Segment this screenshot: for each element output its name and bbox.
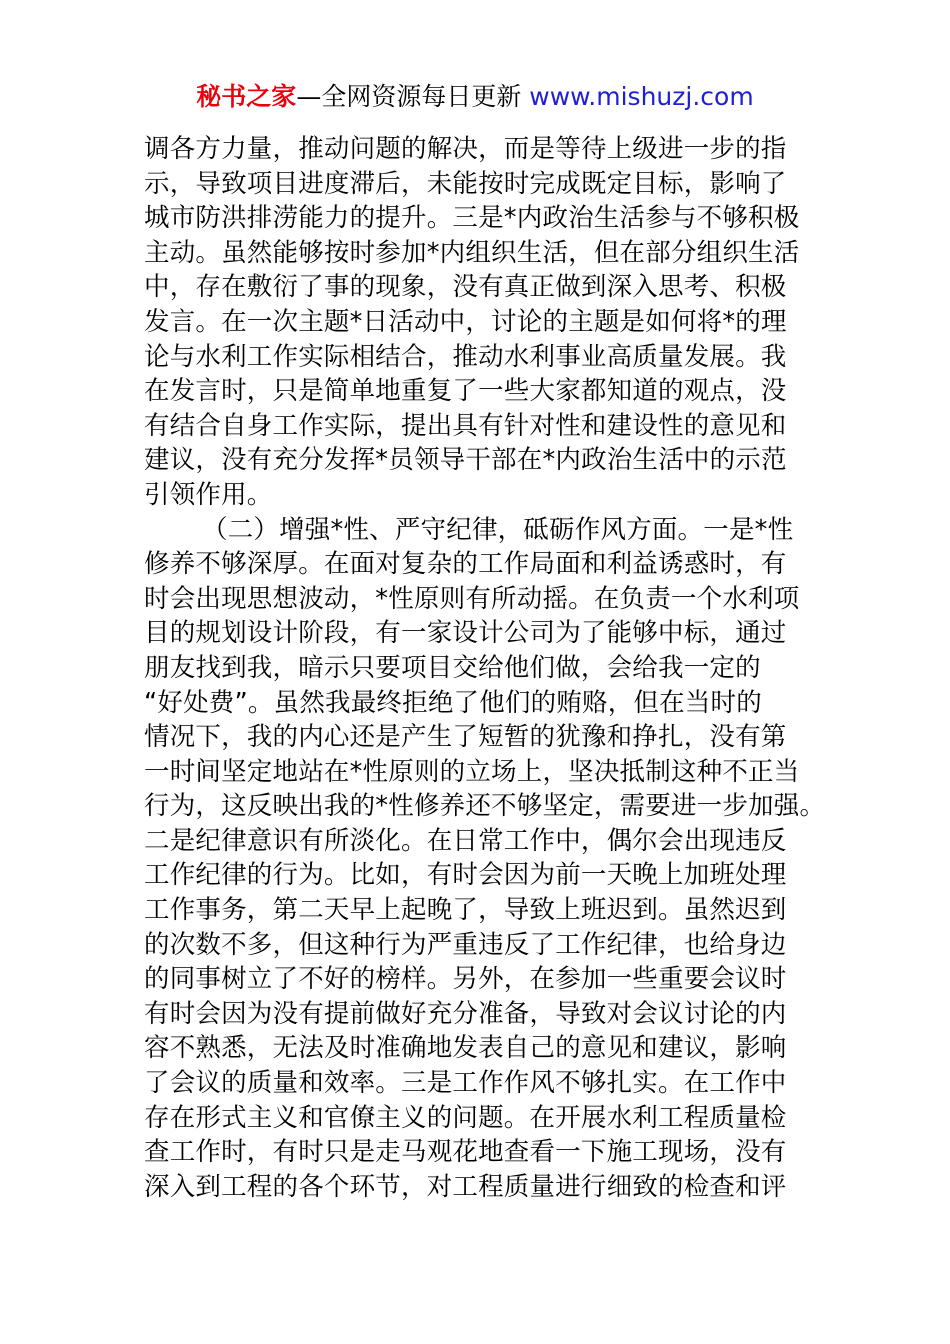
text-line: 容不熟悉，无法及时准确地发表自己的意见和建议，影响 [144, 1033, 787, 1064]
text-line: 时会出现思想波动，*性原则有所动摇。在负责一个水利项 [144, 583, 800, 614]
text-line: 有结合自身工作实际，提出具有针对性和建设性的意见和 [144, 410, 787, 441]
text-line: 一时间坚定地站在*性原则的立场上，坚决抵制这种不正当 [144, 756, 800, 787]
text-line: 发言。在一次主题*日活动中，讨论的主题是如何将*的理 [144, 306, 787, 337]
paragraph [144, 513, 826, 1205]
text-line: 查工作时，有时只是走马观花地查看一下施工现场，没有 [144, 1137, 787, 1168]
text-line: 主动。虽然能够按时参加*内组织生活，但在部分组织生活 [144, 237, 800, 268]
text-line: 有时会因为没有提前做好充分准备，导致对会议讨论的内 [144, 998, 787, 1029]
text-line: 建议，没有充分发挥*员领导干部在*内政治生活中的示范 [144, 445, 787, 476]
text-line: 示，导致项目进度滞后，未能按时完成既定目标，影响了 [144, 168, 787, 199]
site-brand: 秘书之家 [196, 82, 297, 111]
text-line: 的次数不多，但这种行为严重违反了工作纪律，也给身边 [144, 929, 787, 960]
text-line: 行为，这反映出我的*性修养还不够坚定，需要进一步加强。 [144, 791, 826, 822]
site-tagline: —全网资源每日更新 [296, 82, 530, 111]
text-line: 工作纪律的行为。比如，有时会因为前一天晚上加班处理 [144, 860, 787, 891]
text-line: “好处费”。虽然我最终拒绝了他们的贿赂，但在当时的 [144, 687, 762, 718]
document-body [144, 132, 826, 1204]
text-line: 调各方力量，推动问题的解决，而是等待上级进一步的指 [144, 134, 787, 164]
text-line: 了会议的质量和效率。三是工作作风不够扎实。在工作中 [144, 1068, 787, 1099]
text-line: 存在形式主义和官僚主义的问题。在开展水利工程质量检 [144, 1102, 787, 1133]
text-line: 在发言时，只是简单地重复了一些大家都知道的观点，没 [144, 376, 787, 407]
text-line: 二是纪律意识有所淡化。在日常工作中，偶尔会出现违反 [144, 825, 787, 856]
site-header [0, 80, 950, 114]
text-line: （二）增强*性、严守纪律，砥砺作风方面。一是*性 [202, 514, 794, 545]
text-line: 工作事务，第二天早上起晚了，导致上班迟到。虽然迟到 [144, 895, 787, 926]
text-line: 朋友找到我，暗示只要项目交给他们做，会给我一定的 [144, 652, 761, 683]
paragraph [144, 132, 808, 513]
text-line: 情况下，我的内心还是产生了短暂的犹豫和挣扎，没有第 [144, 722, 787, 753]
text-line: 的同事树立了不好的榜样。另外，在参加一些重要会议时 [144, 964, 787, 995]
text-line: 中，存在敷衍了事的现象，没有真正做到深入思考、积极 [144, 272, 787, 303]
text-line: 目的规划设计阶段，有一家设计公司为了能够中标，通过 [144, 618, 787, 649]
text-line: 引领作用。 [144, 479, 273, 510]
text-line: 深入到工程的各个环节，对工程质量进行细致的检查和评 [144, 1171, 787, 1202]
text-line: 城市防洪排涝能力的提升。三是*内政治生活参与不够积极 [144, 203, 800, 234]
text-line: 论与水利工作实际相结合，推动水利事业高质量发展。我 [144, 341, 787, 372]
text-line: 修养不够深厚。在面对复杂的工作局面和利益诱惑时，有 [144, 549, 787, 580]
site-url-link[interactable]: www.mishuzj.com [529, 82, 754, 111]
